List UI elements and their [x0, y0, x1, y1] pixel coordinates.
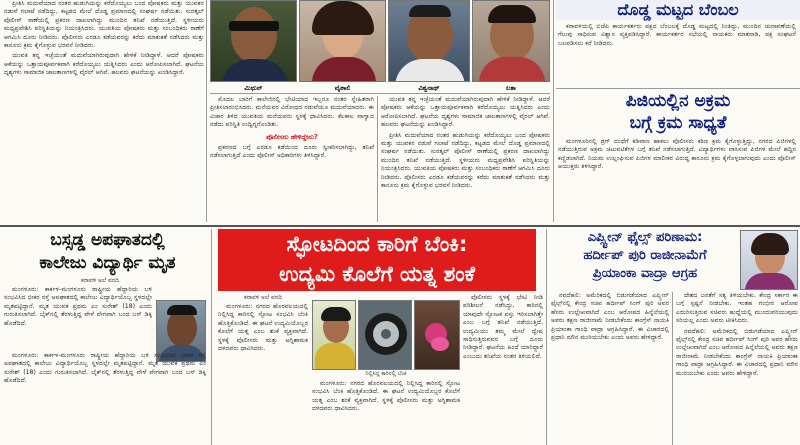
- photo-mithun: [210, 0, 297, 82]
- photo-caption-rule: [210, 93, 550, 94]
- files-headline-line-3: ಪ್ರಿಯಾಂಕಾ ವಾದ್ರಾ ಆಗ್ರಹ: [592, 266, 698, 281]
- caption-vaishali: ವೈಶಾಲಿ: [334, 84, 351, 92]
- photo-vaishali: [299, 0, 386, 82]
- pg-paragraph: ಮಂಗಳೂರಿನಲ್ಲಿ ಡ್ರಗ್ ದಂಧೆಗೆ ಕಡಿವಾಣ ಹಾಕಲು ಪೊಲೀಸರು ಕಠಿಣ ಕ್ರಮ ಕೈಗೊಳ್ಳುತ್ತಿದ್ದು, ನಗರದ ಪಿಜಿಗಳಲ್ಲಿ ನಡೆಯುತ್ತಿರುವ ಅಕ್ರಮ ಚಟುವಟಿಕೆಗಳ ಬಗ್ಗೆ ತನಿಖೆ ನಡೆಸಲಾಗುತ್ತಿದೆ. ವಿದ್ಯಾರ್ಥಿಗಳು ವಾಸಿಸುವ ಪಿಜಿಗಳ ಮೇಲೆ ಹದ್ದಿನ ಕಣ್ಣಿಡಲಾಗಿದೆ. ನಿಯಮ ಉಲ್ಲಂಘಿಸುವ ಪಿಜಿಗಳ ಮಾಲೀಕರ ವಿರುದ್ಧ ಕಾನೂನು ಕ್ರಮ ಕೈಗೊಳ್ಳಲಾಗುವುದು ಎಂದು ಪೊಲೀಸ್ ಆಯುಕ್ತರು ತಿಳಿಸಿದ್ದಾರೆ.: [558, 138, 796, 171]
- files-headline-line-1: ಎಪ್ಸ್ಟೀನ್ ಫೈಲ್ಸ್ ಪರಿಣಾಮ:: [587, 230, 703, 245]
- car-banner-line-1: ಸ್ಫೋಟದಿಂದ ಕಾರಿಗೆ ಬೆಂಕಿ:: [286, 232, 468, 256]
- car-body-right: [463, 294, 543, 445]
- car-banner-line-2: ಉದ್ಯಮಿ ಕೊಲೆಗೆ ಯತ್ನ ಶಂಕೆ: [279, 262, 475, 286]
- files-paragraph-left: ನವದೆಹಲಿ: ಅಮೆರಿಕದಲ್ಲಿ ಬಿಡುಗಡೆಯಾದ ಎಪ್ಸ್ಟೀನ್ ಫೈಲ್ಸ್‌ನಲ್ಲಿ ಕೇಂದ್ರ ಸಚಿವ ಹರ್ದೀಪ್ ಸಿಂಗ್ ಪುರಿ ಅವರ ಹೆಸರು ಉಲ್ಲೇಖವಾಗಿದೆ ಎಂಬ ಆರೋಪದ ಹಿನ್ನೆಲೆಯಲ್ಲಿ ಅವರು ತಕ್ಷಣ ರಾಜೀನಾಮೆ ನೀಡಬೇಕೆಂದು ಕಾಂಗ್ರೆಸ್ ನಾಯಕಿ ಪ್ರಿಯಾಂಕಾ ಗಾಂಧಿ ವಾದ್ರಾ ಆಗ್ರಹಿಸಿದ್ದಾರೆ. ಈ ವಿಚಾರದಲ್ಲಿ ಪ್ರಧಾನಿ ಮೌನ ಮುರಿಯಬೇಕು ಎಂದು ಅವರು ಹೇಳಿದ್ದಾರೆ.: [551, 292, 669, 342]
- section-rule: [556, 88, 800, 89]
- files-body-right: [676, 292, 798, 445]
- accident-body-bottom: [4, 352, 206, 445]
- top-center-right-column-text: [381, 96, 550, 222]
- photo-businessman: [312, 300, 356, 370]
- top-center-column-text: [210, 96, 374, 222]
- column-divider: [377, 96, 378, 222]
- files-paragraph-right: ದೇಶದ ಜನತೆಗೆ ಸತ್ಯ ತಿಳಿಯಬೇಕು. ಕೇಂದ್ರ ಸರ್ಕಾರ ಈ ಬಗ್ಗೆ ಸ್ಪಷ್ಟನೆ ನೀಡಬೇಕು. ಇಂತಹ ಗಂಭೀರ ಆರೋಪ ಎದುರಿಸುತ್ತಿರುವ ಸಚಿವರು ಹುದ್ದೆಯಲ್ಲಿ ಮುಂದುವರಿಯುವುದು ಸರಿಯಲ್ಲ ಎಂದು ಅವರು ಟೀಕಿಸಿದರು.: [676, 292, 798, 325]
- photo-vishwanath: [388, 0, 470, 82]
- center-paragraph: ಮೊದಲ ಬಾರಿಗೆ ಕಾಲೇಜಿನಲ್ಲಿ ಭೇಟಿಯಾದ ಇಬ್ಬರೂ ನಂತರ ಸ್ನೇಹಿತರಾಗಿ ಪ್ರೀತಿಸಲಾರಂಭಿಸಿದರು. ಮನೆಯವರ ವಿರೋಧದ ನಡುವೆಯೂ ಮದುವೆಯಾದರು. ಈ ವಿಚಾರ ತಿಳಿದ ಯುವತಿಯ ಮನೆಯವರು ಸ್ಥಳಕ್ಕೆ ಧಾವಿಸಿದರು. ಕೆಲಕಾಲ ವಾಗ್ವಾದ ನಡೆದು ಪರಿಸ್ಥಿತಿ ಉದ್ವಿಗ್ನಗೊಂಡಿತು.: [210, 96, 374, 129]
- car-byline: ಕರಾವಳಿ ಅಲೆ ವರದಿ: [244, 294, 282, 301]
- support-headline: ದೊಡ್ಡ ಮಟ್ಟದ ಬೆಂಬಲ: [556, 0, 800, 20]
- files-body-left: [551, 292, 669, 445]
- photo-car-wheel: [358, 300, 412, 370]
- center-paragraph-2: ಪ್ರಕರಣದ ಬಗ್ಗೆ ಎರಡೂ ಕಡೆಯಿಂದ ದೂರು ಸ್ವೀಕರಿಸಲಾಗಿದ್ದು, ತನಿಖೆ ನಡೆಸಲಾಗುತ್ತಿದೆ ಎಂದು ಪೊಲೀಸ್ ಅಧಿಕಾರಿಗಳು ತಿಳಿಸಿದ್ದಾರೆ.: [210, 144, 374, 160]
- car-photo-caption: ನಿಲ್ಲಿಸಿದ್ದ ಕಾರಿನಲ್ಲಿ ಬೆಂಕಿ: [365, 371, 407, 377]
- accident-body-top: [4, 286, 152, 350]
- photo-priyanka: [740, 230, 798, 290]
- accident-paragraph-2: ಮಂಗಳೂರು: ಕಾರ್ಕಳ-ಮಂಗಳೂರು ರಾಷ್ಟ್ರೀಯ ಹೆದ್ದಾರಿಯ ಬಳಿ ಸಂಭವಿಸಿದ ಭೀಕರ ರಸ್ತೆ ಅಪಘಾತದಲ್ಲಿ ಕಾಲೇಜು ವಿದ್ಯಾರ್ಥಿಯೊಬ್ಬ ಸ್ಥಳದಲ್ಲೇ ಮೃತಪಟ್ಟಿದ್ದಾನೆ. ಮೃತ ಯುವಕ ಪ್ರಥಮ ಎಂ ಸುರೇಶ್ (18) ಎಂದು ಗುರುತಿಸಲಾಗಿದೆ. ಬೈಕ್‌ನಲ್ಲಿ ತೆರಳುತ್ತಿದ್ದ ವೇಳೆ ವೇಗವಾಗಿ ಬಂದ ಬಸ್ ಡಿಕ್ಕಿ ಹೊಡೆದಿದೆ.: [4, 352, 206, 385]
- pg-headline-line-1: ಪಿಜಿಯಲ್ಲಿನ ಅಕ್ರಮ: [625, 91, 731, 111]
- center-right-paragraph: ಯುವತಿ ತನ್ನ ಇಚ್ಛೆಯಂತೆ ಮದುವೆಯಾಗಿರುವುದಾಗಿ ಹೇಳಿಕೆ ನೀಡಿದ್ದಾಳೆ. ಆದರೆ ಪೋಷಕರು ಆಕೆಯನ್ನು ಒತ್ತಾಯಪೂರ್ವಕವಾಗಿ ಕರೆದೊಯ್ಯಲು ಯತ್ನಿಸಿದರು ಎಂದು ಆರೋಪಿಸಲಾಗಿದೆ. ಘಟನೆಯ ದೃಶ್ಯಗಳು ಸಾಮಾಜಿಕ ಜಾಲತಾಣಗಳಲ್ಲಿ ವೈರಲ್ ಆಗಿವೆ. ಹಲವರು ಘಟನೆಯನ್ನು ಖಂಡಿಸಿದ್ದಾರೆ.: [381, 96, 550, 129]
- top-left-column-text: [4, 0, 204, 222]
- accident-headline-line-1: ಬಸ್ಸಡ್ಡ ಅಪಘಾತದಲ್ಲಿ: [50, 230, 165, 250]
- support-paragraph: ಕರಾವಳಿಯಲ್ಲಿ ಬಿಜೆಪಿ ಕಾರ್ಯಕರ್ತರು ಪಕ್ಷದ ಬೆಂಬಲಕ್ಕೆ ದೊಡ್ಡ ಮಟ್ಟದಲ್ಲಿ ನಿಂತಿದ್ದು, ಮುಂದಿನ ಚುನಾವಣೆಯಲ್ಲಿ ಗೆಲುವು ಸಾಧಿಸುವ ವಿಶ್ವಾಸ ವ್ಯಕ್ತಪಡಿಸಿದ್ದಾರೆ. ಕಾರ್ಯಕರ್ತರ ಸಭೆಯಲ್ಲಿ ನಾಯಕರು ಮಾತನಾಡಿ, ಪಕ್ಷ ಸಂಘಟನೆ ಬಲಪಡಿಸಲು ಕರೆ ನೀಡಿದರು.: [558, 23, 796, 47]
- column-divider: [672, 292, 673, 445]
- car-paragraph-left: ಮಂಗಳೂರು: ನಗರದ ಹೊರವಲಯದಲ್ಲಿ ನಿಲ್ಲಿಸಿದ್ದ ಕಾರಿನಲ್ಲಿ ಸ್ಫೋಟ ಸಂಭವಿಸಿ ಬೆಂಕಿ ಹೊತ್ತಿಕೊಂಡಿದೆ. ಈ ಘಟನೆ ಉದ್ಯಮಿಯೊಬ್ಬರ ಕೊಲೆಗೆ ಯತ್ನ ಎಂಬ ಶಂಕೆ ವ್ಯಕ್ತವಾಗಿದೆ. ಸ್ಥಳಕ್ಕೆ ಪೊಲೀಸರು ಮತ್ತು ಅಗ್ನಿಶಾಮಕ ದಳದವರು ಧಾವಿಸಿದರು.: [218, 303, 308, 353]
- column-divider: [553, 0, 554, 222]
- car-paragraph-right: ಪೊಲೀಸರು ಸ್ಥಳಕ್ಕೆ ಭೇಟಿ ನೀಡಿ ಪರಿಶೀಲನೆ ನಡೆಸಿದ್ದು, ಕಾರಿನಲ್ಲಿ ಯಾವುದೇ ಸ್ಫೋಟಕ ವಸ್ತು ಇರಿಸಲಾಗಿತ್ತೇ ಎಂಬ ಬಗ್ಗೆ ತನಿಖೆ ನಡೆಯುತ್ತಿದೆ. ಉದ್ಯಮಿಯು ತಮ್ಮ ಮೇಲೆ ದ್ವೇಷ ಸಾಧಿಸುತ್ತಿರುವವರ ಬಗ್ಗೆ ದೂರು ನೀಡಿದ್ದಾರೆ. ಘಟನೆಯ ಹಿಂದೆ ಯಾರಿದ್ದಾರೆ ಎಂಬುದು ತನಿಖೆಯ ನಂತರ ತಿಳಿಯಲಿದೆ.: [463, 294, 543, 360]
- files-headline-line-2: ಹರ್ದೀಪ್ ಪುರಿ ರಾಜೀನಾಮೆಗೆ: [583, 248, 707, 263]
- top-left-paragraph: ಪ್ರೀತಿಸಿ ಮದುವೆಯಾದ ನಂತರ ಹುಡುಗಿಯನ್ನು ಕರೆದೊಯ್ಯಲು ಬಂದ ಪೋಷಕರು ಮತ್ತು ಯುವಕನ ನಡುವೆ ಗಲಾಟೆ ನಡೆದಿದ್ದು, ಕಟ್ಟಡದ ಮೇಲೆ ದೊಡ್ಡ ಪ್ರಮಾಣದಲ್ಲಿ ಸಂಘರ್ಷ ನಡೆಯಿತು. ಸುರತ್ಕಲ್ ಪೊಲೀಸ್ ಠಾಣೆಯಲ್ಲಿ ಪ್ರಕರಣ ದಾಖಲಾಗಿದ್ದು ಮುಂದಿನ ತನಿಖೆ ನಡೆಯುತ್ತಿದೆ. ಸ್ಥಳೀಯರು ಮಧ್ಯಪ್ರವೇಶಿಸಿ ಪರಿಸ್ಥಿತಿಯನ್ನು ನಿಯಂತ್ರಿಸಿದರು. ಯುವತಿಯ ಪೋಷಕರು ಮತ್ತು ಸಂಬಂಧಿಕರು ಠಾಣೆಗೆ ಆಗಮಿಸಿ ದೂರು ನೀಡಿದರು. ಪೊಲೀಸರು ಎರಡೂ ಕಡೆಯವರನ್ನು ಕರೆದು ಮಾತುಕತೆ ನಡೆಸಿದರು ಮತ್ತು ಕಾನೂನು ಕ್ರಮ ಕೈಗೊಳ್ಳುವ ಭರವಸೆ ನೀಡಿದರು.: [4, 0, 204, 50]
- car-body-left: [218, 303, 308, 445]
- top-left-paragraph-2: ಯುವತಿ ತನ್ನ ಇಚ್ಛೆಯಂತೆ ಮದುವೆಯಾಗಿರುವುದಾಗಿ ಹೇಳಿಕೆ ನೀಡಿದ್ದಾಳೆ. ಆದರೆ ಪೋಷಕರು ಆಕೆಯನ್ನು ಒತ್ತಾಯಪೂರ್ವಕವಾಗಿ ಕರೆದೊಯ್ಯಲು ಯತ್ನಿಸಿದರು ಎಂದು ಆರೋಪಿಸಲಾಗಿದೆ. ಘಟನೆಯ ದೃಶ್ಯಗಳು ಸಾಮಾಜಿಕ ಜಾಲತಾಣಗಳಲ್ಲಿ ವೈರಲ್ ಆಗಿವೆ. ಹಲವರು ಘಟನೆಯನ್ನು ಖಂಡಿಸಿದ್ದಾರೆ.: [4, 52, 204, 77]
- column-divider: [211, 229, 212, 445]
- accident-byline: ಕರಾವಳಿ ಅಲೆ ವರದಿ: [81, 277, 119, 284]
- support-body: [558, 23, 796, 85]
- caption-mithun: ಮಿಥುನ್: [244, 84, 263, 92]
- photo-fire-scene: [414, 300, 460, 370]
- pg-headline-line-2: ಬಗ್ಗೆ ಕ್ರಮ ಸಾಧ್ಯತೆ: [629, 113, 727, 133]
- photo-latha: [472, 0, 550, 82]
- car-banner: [218, 229, 536, 291]
- car-paragraph-mid: ಮಂಗಳೂರು: ನಗರದ ಹೊರವಲಯದಲ್ಲಿ ನಿಲ್ಲಿಸಿದ್ದ ಕಾರಿನಲ್ಲಿ ಸ್ಫೋಟ ಸಂಭವಿಸಿ ಬೆಂಕಿ ಹೊತ್ತಿಕೊಂಡಿದೆ. ಈ ಘಟನೆ ಉದ್ಯಮಿಯೊಬ್ಬರ ಕೊಲೆಗೆ ಯತ್ನ ಎಂಬ ಶಂಕೆ ವ್ಯಕ್ತವಾಗಿದೆ. ಸ್ಥಳಕ್ಕೆ ಪೊಲೀಸರು ಮತ್ತು ಅಗ್ನಿಶಾಮಕ ದಳದವರು ಧಾವಿಸಿದರು.: [312, 380, 460, 413]
- pg-body: [558, 138, 796, 222]
- page-horizontal-rule: [0, 225, 800, 227]
- column-divider: [206, 0, 207, 222]
- files-paragraph-right-2: ನವದೆಹಲಿ: ಅಮೆರಿಕದಲ್ಲಿ ಬಿಡುಗಡೆಯಾದ ಎಪ್ಸ್ಟೀನ್ ಫೈಲ್ಸ್‌ನಲ್ಲಿ ಕೇಂದ್ರ ಸಚಿವ ಹರ್ದೀಪ್ ಸಿಂಗ್ ಪುರಿ ಅವರ ಹೆಸರು ಉಲ್ಲೇಖವಾಗಿದೆ ಎಂಬ ಆರೋಪದ ಹಿನ್ನೆಲೆಯಲ್ಲಿ ಅವರು ತಕ್ಷಣ ರಾಜೀನಾಮೆ ನೀಡಬೇಕೆಂದು ಕಾಂಗ್ರೆಸ್ ನಾಯಕಿ ಪ್ರಿಯಾಂಕಾ ಗಾಂಧಿ ವಾದ್ರಾ ಆಗ್ರಹಿಸಿದ್ದಾರೆ. ಈ ವಿಚಾರದಲ್ಲಿ ಪ್ರಧಾನಿ ಮೌನ ಮುರಿಯಬೇಕು ಎಂದು ಅವರು ಹೇಳಿದ್ದಾರೆ.: [676, 327, 798, 377]
- center-right-paragraph-2: ಪ್ರೀತಿಸಿ ಮದುವೆಯಾದ ನಂತರ ಹುಡುಗಿಯನ್ನು ಕರೆದೊಯ್ಯಲು ಬಂದ ಪೋಷಕರು ಮತ್ತು ಯುವಕನ ನಡುವೆ ಗಲಾಟೆ ನಡೆದಿದ್ದು, ಕಟ್ಟಡದ ಮೇಲೆ ದೊಡ್ಡ ಪ್ರಮಾಣದಲ್ಲಿ ಸಂಘರ್ಷ ನಡೆಯಿತು. ಸುರತ್ಕಲ್ ಪೊಲೀಸ್ ಠಾಣೆಯಲ್ಲಿ ಪ್ರಕರಣ ದಾಖಲಾಗಿದ್ದು ಮುಂದಿನ ತನಿಖೆ ನಡೆಯುತ್ತಿದೆ. ಸ್ಥಳೀಯರು ಮಧ್ಯಪ್ರವೇಶಿಸಿ ಪರಿಸ್ಥಿತಿಯನ್ನು ನಿಯಂತ್ರಿಸಿದರು. ಯುವತಿಯ ಪೋಷಕರು ಮತ್ತು ಸಂಬಂಧಿಕರು ಠಾಣೆಗೆ ಆಗಮಿಸಿ ದೂರು ನೀಡಿದರು. ಪೊಲೀಸರು ಎರಡೂ ಕಡೆಯವರನ್ನು ಕರೆದು ಮಾತುಕತೆ ನಡೆಸಿದರು ಮತ್ತು ಕಾನೂನು ಕ್ರಮ ಕೈಗೊಳ್ಳುವ ಭರವಸೆ ನೀಡಿದರು.: [381, 131, 550, 190]
- caption-vishwanath: ವಿಶ್ವನಾಥ್: [418, 84, 440, 92]
- accident-headline-line-2: ಕಾಲೇಜು ವಿದ್ಯಾರ್ಥಿ ಮೃತ: [39, 253, 176, 273]
- car-body-mid: [312, 380, 460, 445]
- caption-latha: ಲತಾ: [506, 84, 516, 92]
- center-subheading: ಪೊಲೀಸರು ಹೇಳಿದ್ದೇನು?: [266, 132, 318, 141]
- accident-paragraph: ಮಂಗಳೂರು: ಕಾರ್ಕಳ-ಮಂಗಳೂರು ರಾಷ್ಟ್ರೀಯ ಹೆದ್ದಾರಿಯ ಬಳಿ ಸಂಭವಿಸಿದ ಭೀಕರ ರಸ್ತೆ ಅಪಘಾತದಲ್ಲಿ ಕಾಲೇಜು ವಿದ್ಯಾರ್ಥಿಯೊಬ್ಬ ಸ್ಥಳದಲ್ಲೇ ಮೃತಪಟ್ಟಿದ್ದಾನೆ. ಮೃತ ಯುವಕ ಪ್ರಥಮ ಎಂ ಸುರೇಶ್ (18) ಎಂದು ಗುರುತಿಸಲಾಗಿದೆ. ಬೈಕ್‌ನಲ್ಲಿ ತೆರಳುತ್ತಿದ್ದ ವೇಳೆ ವೇಗವಾಗಿ ಬಂದ ಬಸ್ ಡಿಕ್ಕಿ ಹೊಡೆದಿದೆ.: [4, 286, 152, 327]
- column-divider: [546, 229, 547, 445]
